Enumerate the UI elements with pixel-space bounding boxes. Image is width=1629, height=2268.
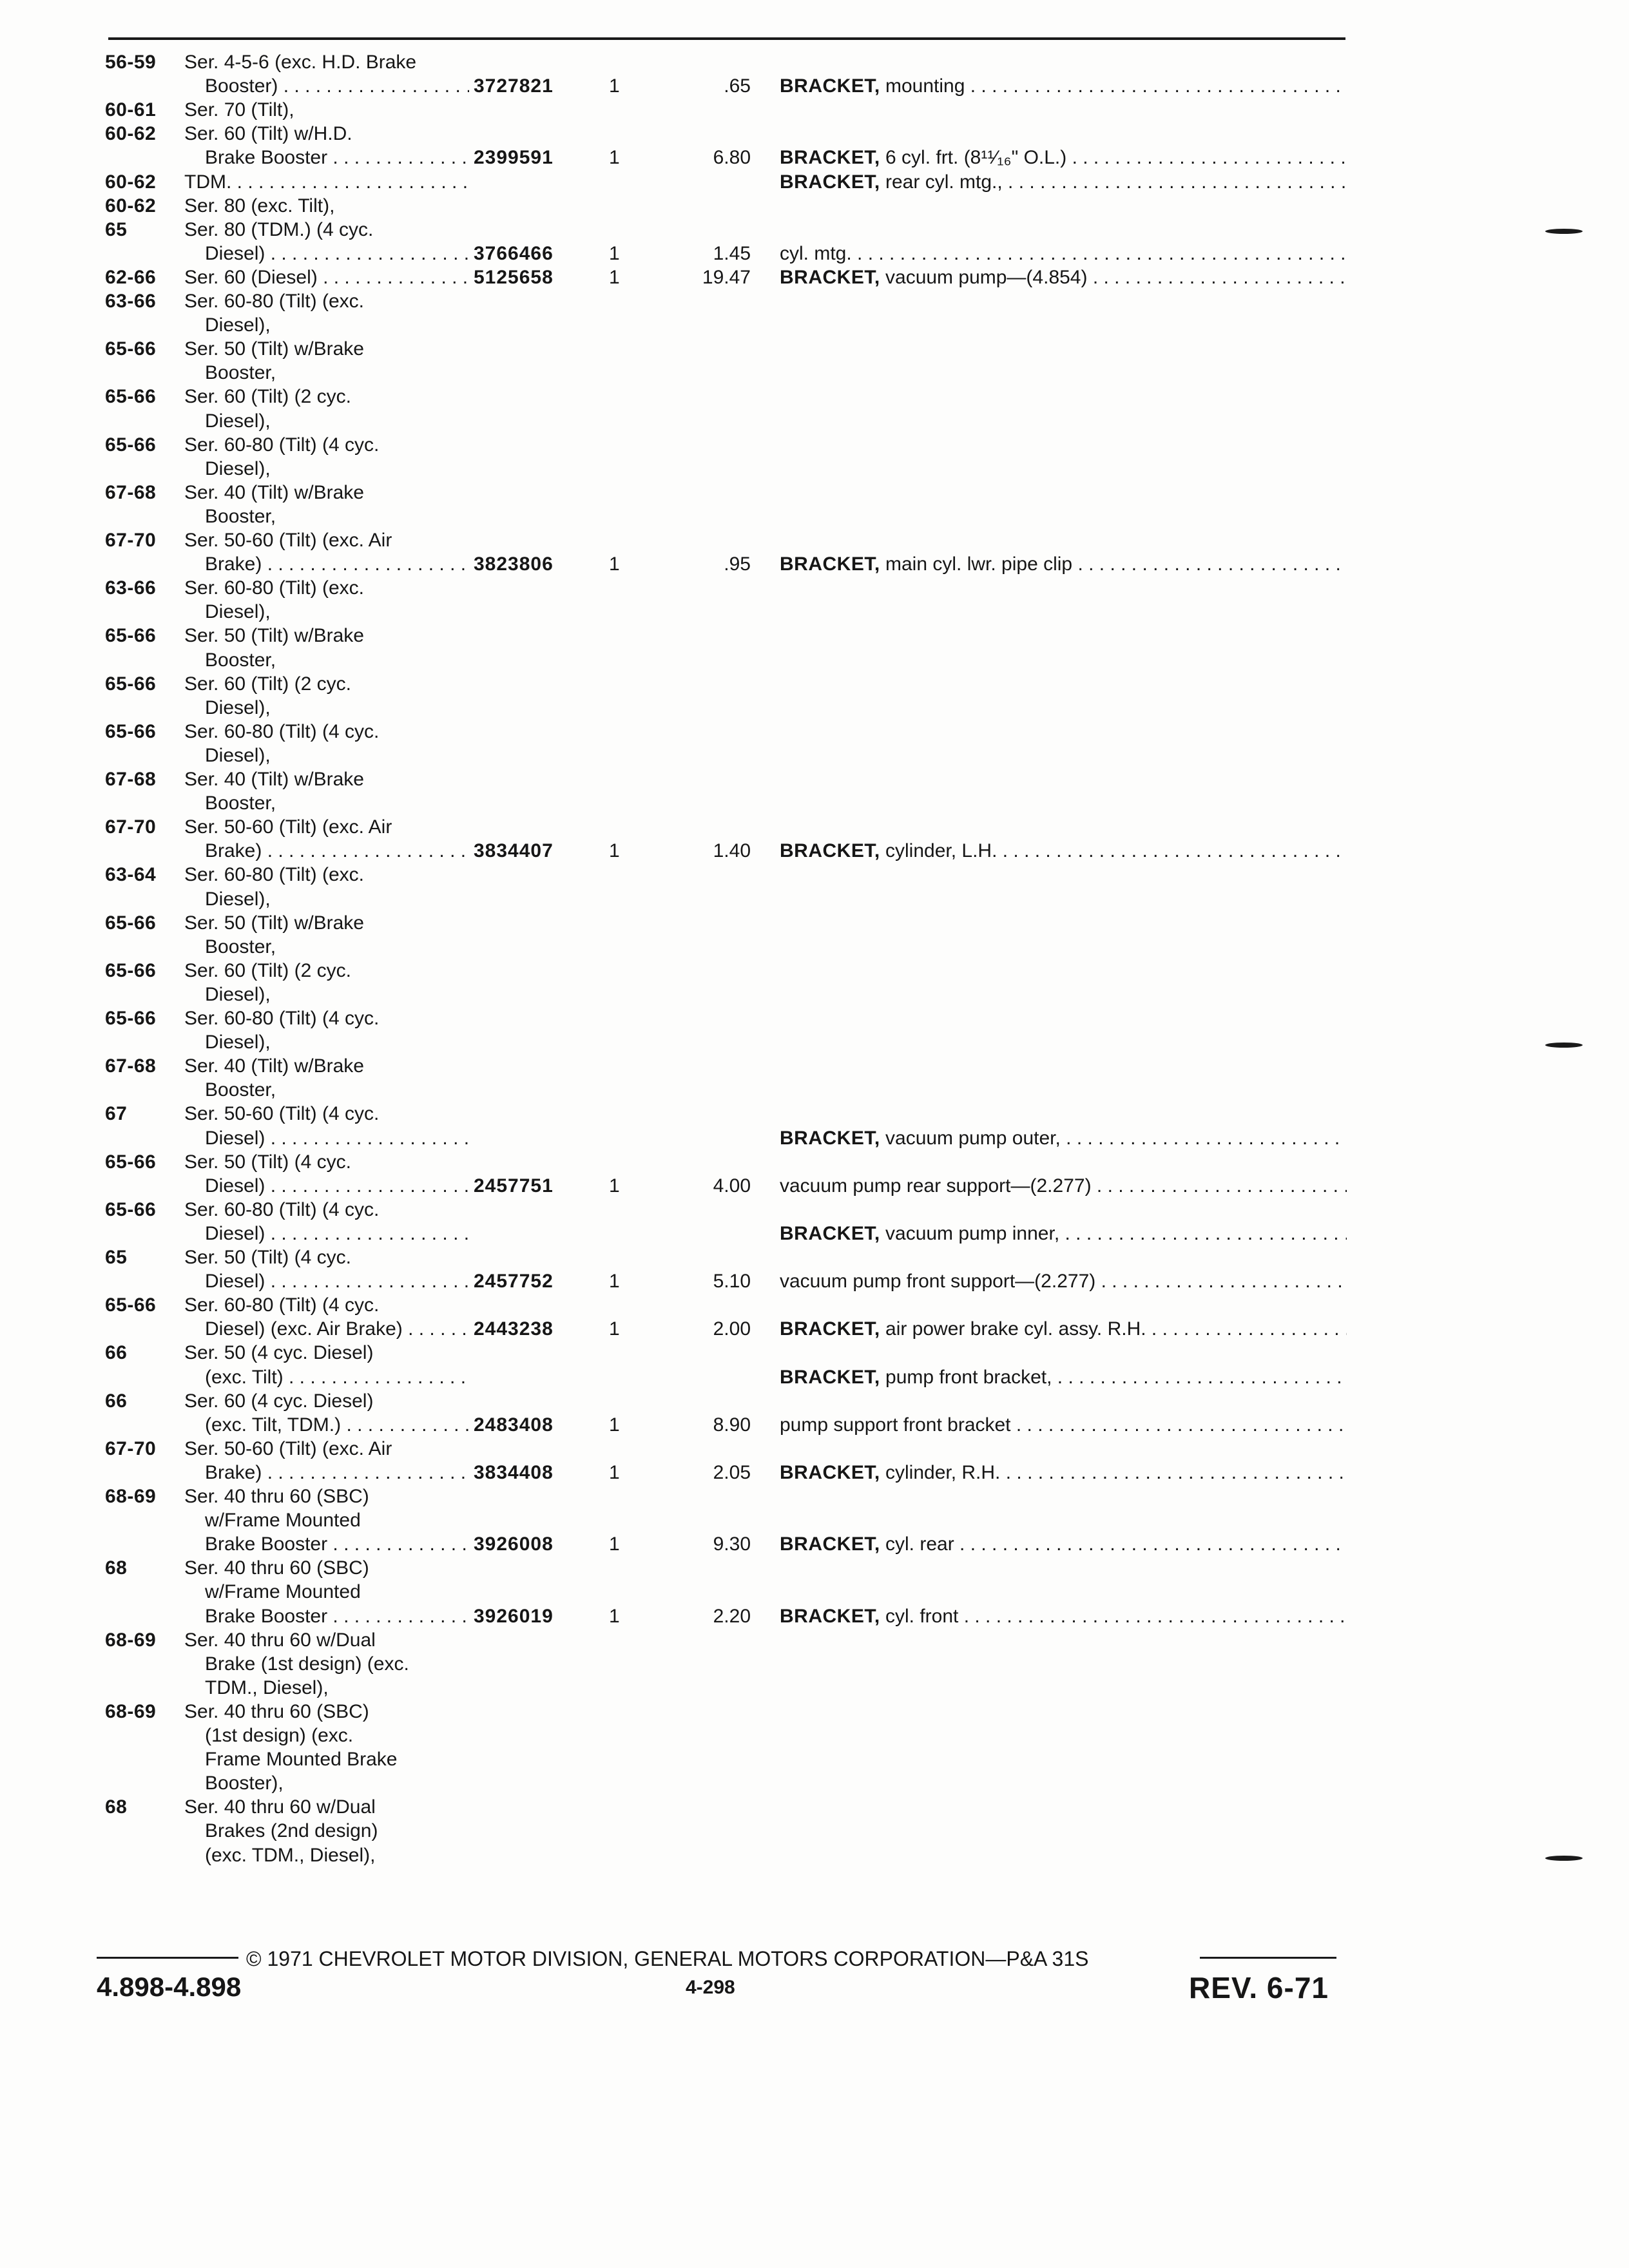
model-text: Ser. 60-80 (Tilt) (4 cyc. (184, 434, 380, 456)
model-text: Ser. 50-60 (Tilt) (4 cyc. (184, 1103, 380, 1124)
model-text: Brakes (2nd design) (205, 1820, 378, 1841)
model-text: Diesel), (205, 1032, 271, 1053)
part-detail: cyl. mtg. (780, 243, 852, 264)
model-application (205, 1677, 488, 1700)
year-range: 60-61 (105, 99, 157, 120)
model-application (205, 936, 488, 959)
price: 8.90 (713, 1414, 751, 1436)
model-application (184, 1796, 468, 1819)
price: 6.80 (713, 147, 751, 168)
model-application (184, 481, 468, 505)
part-name: BRACKET, (780, 267, 880, 288)
model-text: Ser. 60-80 (Tilt) (exc. (184, 577, 364, 599)
part-description (780, 1366, 1347, 1389)
model-application (205, 314, 488, 337)
model-application (205, 242, 469, 265)
model-text: Booster, (205, 506, 276, 527)
model-text: (1st design) (exc. (205, 1725, 354, 1746)
model-text: Ser. 60 (Tilt) (2 cyc. (184, 386, 351, 407)
year-range: 67-68 (105, 769, 157, 790)
model-application (205, 601, 488, 624)
part-name: BRACKET, (780, 147, 880, 168)
model-text: Diesel), (205, 458, 271, 479)
part-detail: mounting (880, 75, 965, 97)
year-range: 62-66 (105, 267, 157, 288)
revision-date: REV. 6-71 (1189, 1971, 1329, 2004)
part-description (780, 840, 1347, 863)
year-range: 68-69 (105, 1701, 157, 1722)
model-text: Booster, (205, 793, 276, 814)
price: 1.40 (713, 840, 751, 861)
part-name: BRACKET, (780, 553, 880, 575)
model-application (184, 863, 468, 887)
model-application (184, 1437, 468, 1461)
model-text: Ser. 40 thru 60 w/Dual (184, 1629, 376, 1651)
model-text: Brake) (205, 1462, 262, 1483)
year-range: 68 (105, 1796, 128, 1818)
model-application (184, 99, 468, 122)
part-detail: cylinder, R.H. (880, 1462, 1001, 1483)
model-text: (exc. Tilt, TDM.) (205, 1414, 342, 1436)
model-application (205, 146, 469, 169)
model-application (205, 1605, 469, 1628)
year-range: 67-68 (105, 1055, 157, 1077)
quantity: 1 (609, 267, 620, 288)
part-description (780, 1270, 1347, 1293)
model-application (184, 1629, 468, 1652)
price: 4.00 (713, 1175, 751, 1196)
part-description (780, 1533, 1347, 1556)
part-number: 5125658 (474, 267, 554, 288)
binding-mark (1545, 1856, 1583, 1861)
model-application (184, 959, 468, 983)
year-range: 65-66 (105, 960, 157, 981)
part-description (780, 75, 1347, 98)
model-application (184, 1055, 468, 1078)
model-application (184, 122, 468, 146)
model-text: Ser. 50 (Tilt) w/Brake (184, 625, 364, 646)
model-application (205, 840, 469, 863)
year-range: 65-66 (105, 434, 157, 456)
section-number: 4.898-4.898 (97, 1972, 242, 2002)
model-application (205, 410, 488, 433)
model-text: Ser. 50 (Tilt) (4 cyc. (184, 1151, 351, 1173)
part-description (780, 171, 1347, 194)
page-number: 4-298 (686, 1977, 735, 1998)
model-application (184, 720, 468, 744)
model-application (205, 1533, 469, 1556)
part-description (780, 1175, 1347, 1198)
model-text: Ser. 60 (Diesel) (184, 267, 318, 288)
model-text: Ser. 50-60 (Tilt) (exc. Air (184, 1438, 392, 1459)
part-detail: pump support front bracket (780, 1414, 1011, 1436)
part-name: BRACKET, (780, 1606, 880, 1627)
quantity: 1 (609, 1533, 620, 1555)
model-text: Booster, (205, 1079, 276, 1100)
part-description (780, 1414, 1347, 1437)
model-application (184, 1246, 468, 1269)
model-text: Brake (1st design) (exc. (205, 1653, 409, 1675)
model-text: Brake) (205, 553, 262, 575)
part-number: 3834408 (474, 1462, 554, 1483)
quantity: 1 (609, 147, 620, 168)
part-number: 3823806 (474, 553, 554, 575)
model-application (184, 673, 468, 696)
part-number: 3766466 (474, 243, 554, 264)
model-application (184, 1007, 468, 1030)
model-text: Ser. 80 (TDM.) (4 cyc. (184, 219, 374, 240)
model-application (184, 171, 469, 194)
model-application (205, 1222, 469, 1245)
model-text: Ser. 60 (Tilt) (2 cyc. (184, 960, 351, 981)
part-number: 2457752 (474, 1271, 554, 1292)
model-text: Ser. 70 (Tilt), (184, 99, 294, 120)
quantity: 1 (609, 1318, 620, 1340)
model-text: Ser. 50 (Tilt) (4 cyc. (184, 1247, 351, 1268)
year-range: 63-66 (105, 291, 157, 312)
model-text: Booster, (205, 936, 276, 957)
model-text: Diesel) (205, 1223, 265, 1244)
model-application (205, 1724, 488, 1747)
part-description (780, 1222, 1347, 1245)
model-application (184, 577, 468, 600)
model-application (184, 290, 468, 313)
part-description (780, 1318, 1347, 1341)
quantity: 1 (609, 840, 620, 861)
model-application (205, 75, 469, 98)
part-number: 3727821 (474, 75, 554, 97)
model-text: Diesel), (205, 601, 271, 622)
model-text: Diesel) (205, 1128, 265, 1149)
model-text: Diesel) (205, 243, 265, 264)
model-application (184, 1151, 468, 1174)
year-range: 66 (105, 1342, 128, 1363)
model-application (205, 1820, 488, 1843)
part-description (780, 1127, 1347, 1150)
part-number: 3926008 (474, 1533, 554, 1555)
model-application (205, 1581, 488, 1604)
model-application (205, 1653, 488, 1676)
year-range: 65-66 (105, 386, 157, 407)
part-detail: vacuum pump front support—(2.277) (780, 1271, 1096, 1292)
year-range: 65-66 (105, 673, 157, 695)
footer-rule-right (1200, 1957, 1336, 1959)
year-range: 65-66 (105, 625, 157, 646)
part-number: 2399591 (474, 147, 554, 168)
model-application (205, 1127, 469, 1150)
model-text: Ser. 50 (Tilt) w/Brake (184, 338, 364, 360)
part-description (780, 266, 1347, 289)
model-text: Ser. 50 (Tilt) w/Brake (184, 912, 364, 934)
part-detail: vacuum pump rear support—(2.277) (780, 1175, 1092, 1196)
model-application (184, 1341, 468, 1365)
part-number: 2457751 (474, 1175, 554, 1196)
top-rule (108, 37, 1345, 40)
model-text: Ser. 60 (Tilt) w/H.D. (184, 123, 352, 144)
model-text: Ser. 50 (4 cyc. Diesel) (184, 1342, 374, 1363)
model-text: Ser. 50-60 (Tilt) (exc. Air (184, 816, 392, 838)
quantity: 1 (609, 553, 620, 575)
model-text: Ser. 60-80 (Tilt) (exc. (184, 291, 364, 312)
part-number: 3834407 (474, 840, 554, 861)
model-application (205, 649, 488, 672)
part-name: BRACKET, (780, 1462, 880, 1483)
model-application (184, 912, 468, 935)
part-name: BRACKET, (780, 1223, 880, 1244)
model-text: Ser. 40 (Tilt) w/Brake (184, 482, 364, 503)
model-application (205, 983, 488, 1006)
model-text: TDM., Diesel), (205, 1677, 329, 1698)
footer-copyright: © 1971 CHEVROLET MOTOR DIVISION, GENERAL MOTORS CORPORATION—P&A 31S (246, 1947, 1089, 1970)
model-application (184, 218, 468, 242)
quantity: 1 (609, 243, 620, 264)
part-detail: air power brake cyl. assy. R.H. (880, 1318, 1146, 1340)
model-text: Booster, (205, 649, 276, 671)
model-text: Ser. 60 (Tilt) (2 cyc. (184, 673, 351, 695)
year-range: 60-62 (105, 195, 157, 216)
binding-mark (1545, 229, 1583, 234)
part-detail: vacuum pump outer, (880, 1128, 1061, 1149)
model-application (205, 1079, 488, 1102)
part-detail: rear cyl. mtg., (880, 171, 1003, 193)
year-range: 65 (105, 219, 128, 240)
model-application (205, 1366, 469, 1389)
year-range: 60-62 (105, 123, 157, 144)
model-text: Ser. 60-80 (Tilt) (4 cyc. (184, 1294, 380, 1316)
quantity: 1 (609, 75, 620, 97)
model-text: TDM. (184, 171, 232, 193)
year-range: 66 (105, 1390, 128, 1412)
part-description (780, 1605, 1347, 1628)
year-range: 65-66 (105, 1008, 157, 1029)
model-application (205, 792, 488, 815)
model-application (205, 1844, 488, 1867)
model-application (184, 1198, 468, 1222)
model-application (205, 888, 488, 911)
model-text: Ser. 80 (exc. Tilt), (184, 195, 335, 216)
year-range: 67-70 (105, 1438, 157, 1459)
part-detail: cyl. rear (880, 1533, 954, 1555)
model-application (184, 195, 468, 218)
year-range: 65 (105, 1247, 128, 1268)
model-text: Booster, (205, 362, 276, 383)
model-text: Diesel), (205, 314, 271, 336)
year-range: 60-62 (105, 171, 157, 193)
model-text: Booster), (205, 1773, 284, 1794)
model-application (184, 338, 468, 361)
part-name: BRACKET, (780, 1367, 880, 1388)
model-application (184, 51, 468, 74)
year-range: 67-70 (105, 816, 157, 838)
part-detail: vacuum pump—(4.854) (880, 267, 1088, 288)
model-application (205, 1509, 488, 1532)
year-range: 68 (105, 1557, 128, 1579)
model-text: Ser. 50-60 (Tilt) (exc. Air (184, 530, 392, 551)
price: 19.47 (702, 267, 751, 288)
model-text: Ser. 40 (Tilt) w/Brake (184, 769, 364, 790)
model-text: Brake Booster (205, 147, 328, 168)
model-text: Frame Mounted Brake (205, 1749, 398, 1770)
year-range: 68-69 (105, 1486, 157, 1507)
model-application (184, 816, 468, 839)
model-text: Brake) (205, 840, 262, 861)
part-number: 2443238 (474, 1318, 554, 1340)
model-text: Diesel), (205, 889, 271, 910)
model-text: (exc. Tilt) (205, 1367, 284, 1388)
quantity: 1 (609, 1462, 620, 1483)
year-range: 68-69 (105, 1629, 157, 1651)
model-text: Diesel), (205, 410, 271, 432)
model-application (184, 434, 468, 457)
price: 2.00 (713, 1318, 751, 1340)
price: 9.30 (713, 1533, 751, 1555)
part-detail: 6 cyl. frt. (8¹¹⁄₁₆" O.L.) (880, 147, 1067, 168)
model-application (184, 266, 469, 289)
model-application (205, 1270, 469, 1293)
price: 5.10 (713, 1271, 751, 1292)
model-application (184, 385, 468, 408)
model-text: Ser. 40 thru 60 (SBC) (184, 1557, 369, 1579)
model-application (184, 1102, 468, 1126)
part-detail: vacuum pump inner, (880, 1223, 1060, 1244)
year-range: 63-64 (105, 864, 157, 885)
model-text: Diesel) (exc. Air Brake) (205, 1318, 403, 1340)
year-range: 65-66 (105, 338, 157, 360)
model-text: (exc. TDM., Diesel), (205, 1845, 376, 1866)
model-application (184, 1390, 468, 1413)
quantity: 1 (609, 1175, 620, 1196)
model-text: Ser. 60-80 (Tilt) (4 cyc. (184, 1199, 380, 1220)
year-range: 65-66 (105, 912, 157, 934)
part-description (780, 553, 1347, 576)
model-application (205, 1772, 488, 1795)
binding-mark (1545, 1043, 1583, 1048)
model-application (205, 1748, 488, 1771)
year-range: 65-66 (105, 1151, 157, 1173)
model-application (184, 1557, 468, 1580)
model-text: Ser. 60-80 (Tilt) (4 cyc. (184, 1008, 380, 1029)
part-description (780, 242, 1347, 265)
part-name: BRACKET, (780, 840, 880, 861)
model-application (205, 505, 488, 528)
model-application (205, 1031, 488, 1054)
year-range: 67-68 (105, 482, 157, 503)
part-description (780, 146, 1347, 169)
year-range: 65-66 (105, 1199, 157, 1220)
model-text: Ser. 4-5-6 (exc. H.D. Brake (184, 52, 417, 73)
model-application (205, 1414, 469, 1437)
price: 1.45 (713, 243, 751, 264)
year-range: 67-70 (105, 530, 157, 551)
model-text: Diesel) (205, 1175, 265, 1196)
part-name: BRACKET, (780, 171, 880, 193)
year-range: 65-66 (105, 1294, 157, 1316)
price: .95 (724, 553, 751, 575)
part-detail: cylinder, L.H. (880, 840, 998, 861)
model-application (205, 697, 488, 720)
quantity: 1 (609, 1606, 620, 1627)
year-range: 63-66 (105, 577, 157, 599)
year-range: 56-59 (105, 52, 157, 73)
model-text: Brake Booster (205, 1533, 328, 1555)
model-text: Ser. 40 (Tilt) w/Brake (184, 1055, 364, 1077)
model-text: Brake Booster (205, 1606, 328, 1627)
model-text: Diesel), (205, 697, 271, 718)
model-application (205, 1461, 469, 1485)
year-range: 65-66 (105, 721, 157, 742)
model-application (184, 1485, 468, 1508)
model-text: Ser. 60 (4 cyc. Diesel) (184, 1390, 374, 1412)
part-name: BRACKET, (780, 1318, 880, 1340)
model-application (184, 624, 468, 648)
model-text: Ser. 40 thru 60 (SBC) (184, 1701, 369, 1722)
model-application (184, 529, 468, 552)
price: .65 (724, 75, 751, 97)
model-text: Booster) (205, 75, 278, 97)
quantity: 1 (609, 1271, 620, 1292)
part-name: BRACKET, (780, 1533, 880, 1555)
model-text: Diesel) (205, 1271, 265, 1292)
model-application (184, 1700, 468, 1724)
model-text: Diesel), (205, 745, 271, 766)
quantity: 1 (609, 1414, 620, 1436)
part-name: BRACKET, (780, 75, 880, 97)
model-application (205, 1175, 469, 1198)
model-text: Ser. 40 thru 60 w/Dual (184, 1796, 376, 1818)
model-application (205, 457, 488, 481)
model-application (205, 1318, 469, 1341)
part-number: 2483408 (474, 1414, 554, 1436)
part-number: 3926019 (474, 1606, 554, 1627)
part-detail: main cyl. lwr. pipe clip (880, 553, 1073, 575)
model-text: Ser. 60-80 (Tilt) (exc. (184, 864, 364, 885)
model-application (205, 744, 488, 767)
price: 2.20 (713, 1606, 751, 1627)
model-text: w/Frame Mounted (205, 1581, 361, 1602)
model-application (205, 553, 469, 576)
price: 2.05 (713, 1462, 751, 1483)
part-name: BRACKET, (780, 1128, 880, 1149)
model-text: w/Frame Mounted (205, 1510, 361, 1531)
year-range: 67 (105, 1103, 128, 1124)
model-text: Ser. 40 thru 60 (SBC) (184, 1486, 369, 1507)
model-application (184, 1294, 468, 1317)
part-detail: pump front bracket, (880, 1367, 1052, 1388)
model-application (184, 768, 468, 791)
part-description (780, 1461, 1347, 1485)
model-text: Diesel), (205, 984, 271, 1005)
model-text: Ser. 60-80 (Tilt) (4 cyc. (184, 721, 380, 742)
part-detail: cyl. front (880, 1606, 959, 1627)
model-application (205, 361, 488, 385)
